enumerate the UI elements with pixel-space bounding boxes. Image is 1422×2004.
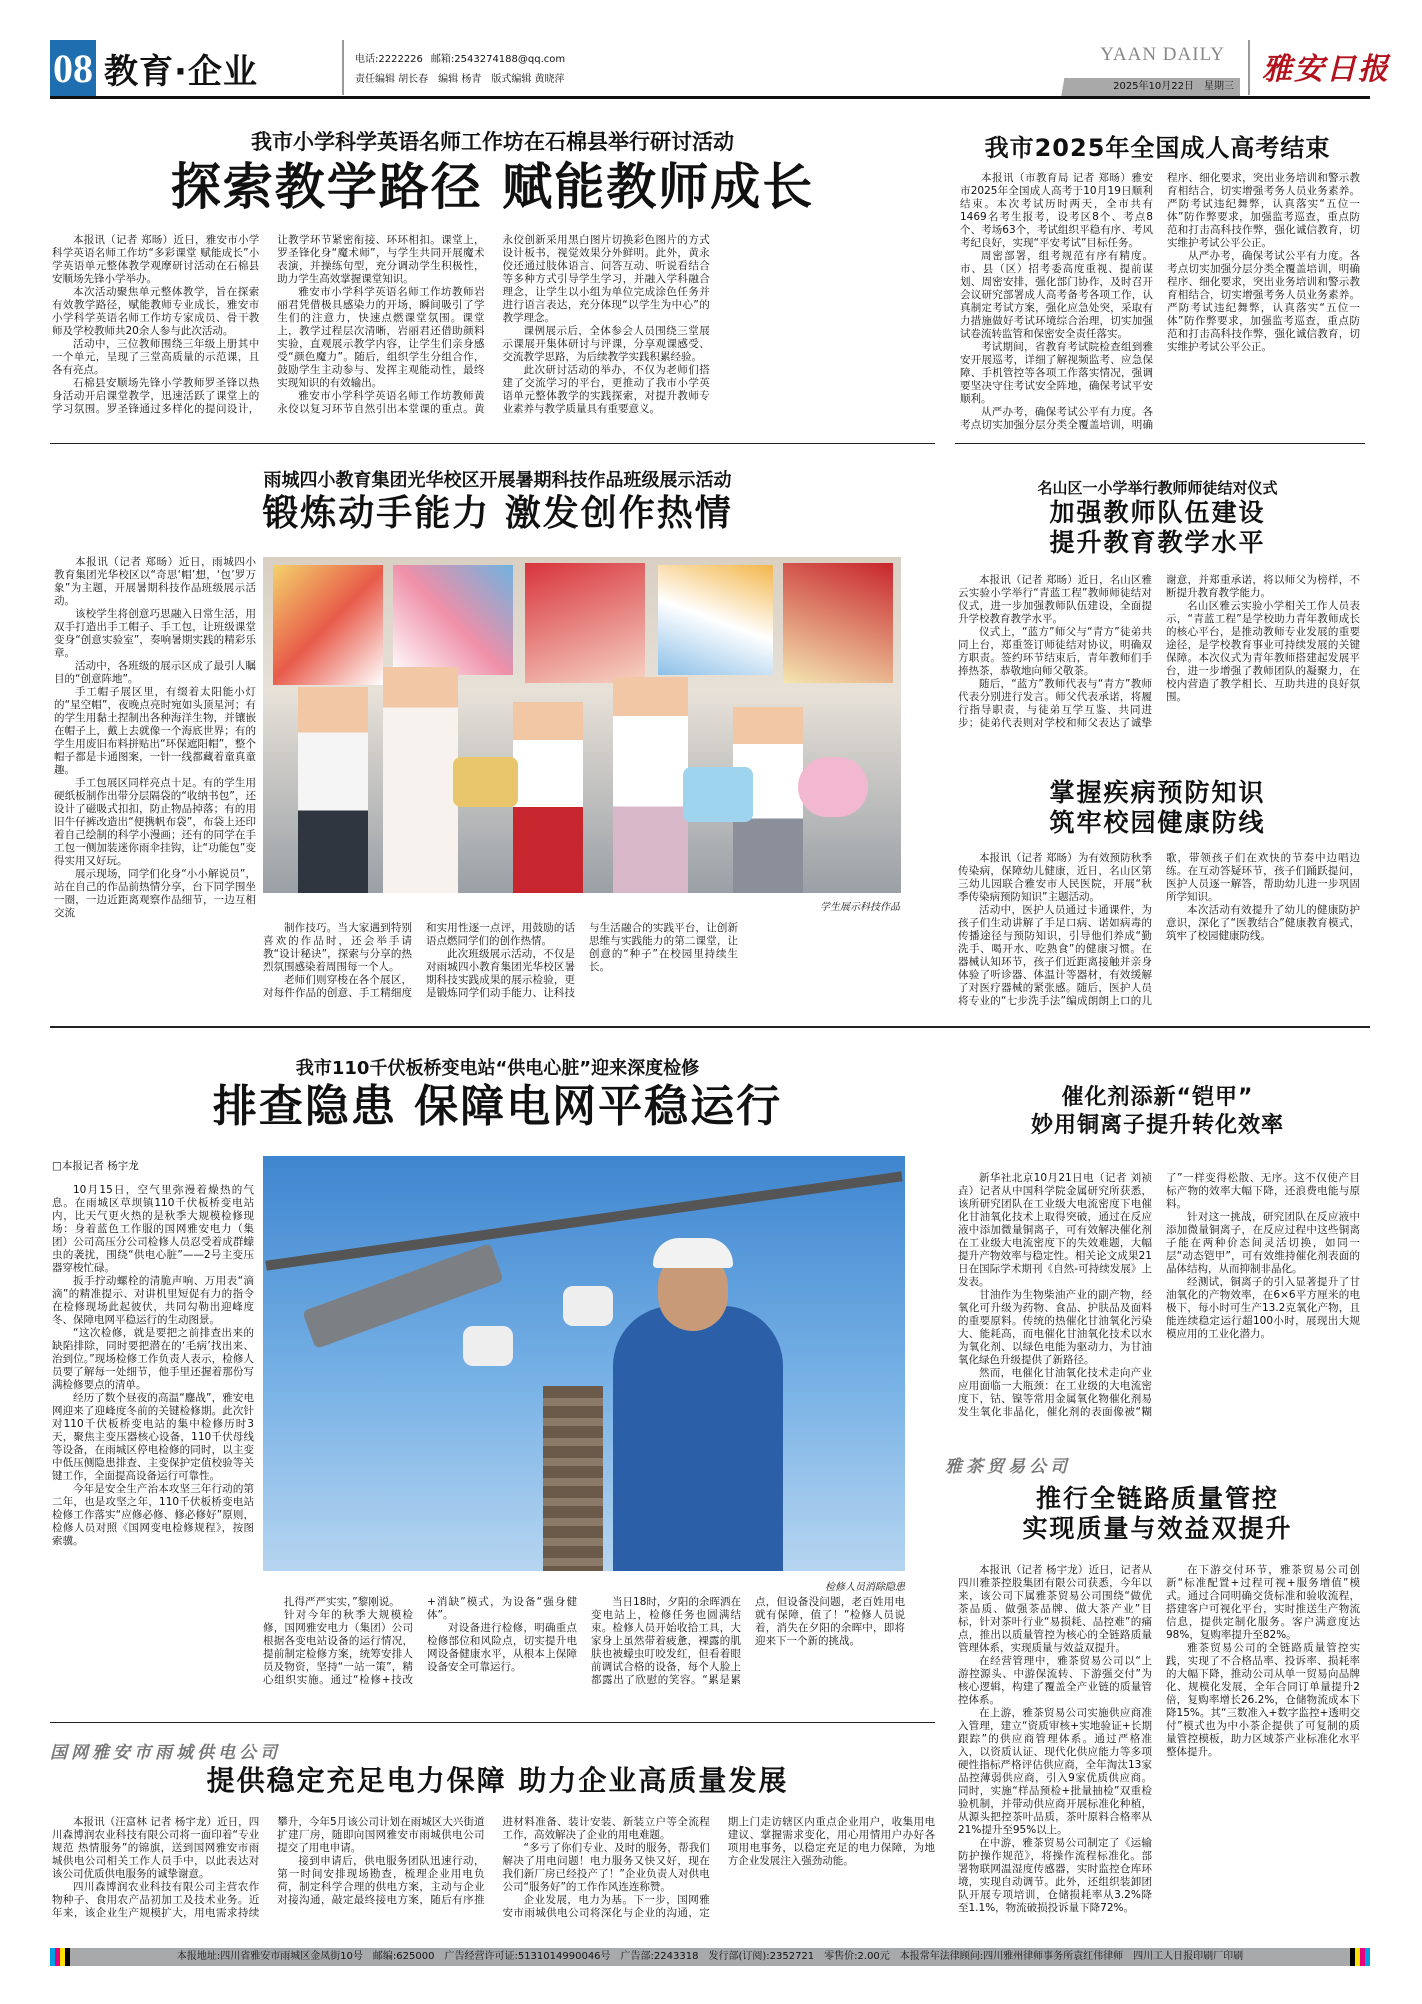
headline-line: 提升教育教学水平 — [1049, 528, 1266, 557]
paragraph: 针对这一挑战，研究团队在反应液中添加微量铜离子，在反应过程中这些铜离子能在两种价态间灵活切换，如同一层“动态铠甲”，可有效维持催化剂表面的晶体结构，从而抑制非晶化。 — [1166, 1211, 1360, 1275]
paragraph: 从严办考，确保考试公平有力度。各考点切实加强分层分类全覆盖培训，明确程序、细化要求，突出业务培训和警示教育相结合，切实增强考务人员业务素养。严防考试违纪舞弊，认真落实“五位一体”防作弊要求，加强监考巡查，重点防范和打击高科技作弊，强化诚信教育，切实维护考试公平公正。 — [1167, 250, 1360, 353]
article-headline: 提供稳定充足电力保障 助力企业高质量发展 — [206, 1764, 789, 1797]
paragraph: 制作技巧。当大家遇到特别喜欢的作品时，还会举手请教“设计秘诀”，探索与分享的热烈氛围感染着周围每一个人。 — [263, 922, 412, 973]
paragraph: 本报讯（汪富林 记者 杨宇龙）近日，四川森博润农业科技有限公司将一面印着“专业规范 热情服务”的锦旗，送到国网雅安市雨城供电公司相关工作人员手中，以此表达对该公司优质供电服务的诚挚谢意。 — [52, 1816, 260, 1880]
headline-line: 实现质量与效益双提升 — [1022, 1514, 1293, 1543]
paragraph: 石棉县安顺场先锋小学教师罗圣锋以热身活动开启课堂教学，迅速活跃了课堂上的学习氛围。罗圣锋通过多样化的提问设计，让教学环节紧密衔接、环环相扣。课堂上，罗圣锋化身“魔术师”，与学生共同开展魔术表演，并操练句型，充分调动学生积极性，助力学生高效掌握课堂知识。 — [52, 234, 485, 415]
article-body — [958, 574, 1360, 738]
paragraph: 活动中，三位教师围绕三年级上册其中一个单元，呈现了三堂高质量的示范课，且各有亮点。 — [52, 338, 260, 376]
paragraph: 企业发展，电力为基。下一步，国网雅安市雨城供电公司将深化与企业的沟通，定期上门走访辖区内重点企业用户，收集用电建议、掌握需求变化，用心用情用户办好各项用电事务，以稳定充足的电力保障，为地方企业发展注入强劲动能。 — [502, 1816, 935, 1919]
section-divider — [50, 443, 935, 444]
headline-line: 催化剂添新“铠甲” — [1061, 1085, 1254, 1110]
paragraph: 针对今年的秋季大规模检修，国网雅安电力（集团）公司根据各变电站设备的运行情况，提前制定检修方案，统筹安排人员及物资，坚持“一站一策”，精心组织实施。通过“检修+技改+消缺”模式，为设备“强身健体”。 — [263, 1596, 577, 1686]
header-rule — [50, 96, 1370, 99]
paragraph: 仪式上，“蓝方”师父与“青方”徒弟共同上台，郑重签订师徒结对协议，明确双方职责。签约环节结束后，青年教师们手捧热茶，恭敬地向师父敬茶。 — [958, 626, 1152, 677]
header-divider — [342, 40, 344, 95]
paragraph: “这次检修，就是要把之前排查出来的缺陷排除，同时要把潜在的‘毛病’找出来、治到位。”现场检修工作负责人表示，检修人员要了解每一处细节，他手里还握着那份写满检修要点的清单。 — [52, 1327, 254, 1391]
paragraph: 雅安市小学科学英语名师工作坊教师黄永佼以复习环节自然引出本堂课的重点。黄永佼创新采用黑白图片切换彩色图片的方式设计板书，视觉效果分外鲜明。此外，黄永佼还通过肢体语言、问答互动、听说看结合等多种方式引导学生学习，并融入学科融合理念，让学生以小组为单位完成涂色任务并进行语言表达，充分体现“以学生为中心”的教学理念。 — [277, 234, 710, 415]
paragraph: 在经营管理中，雅茶贸易公司以“上游控源头、中游保流转、下游强交付”为核心逻辑，构建了覆盖全产业链的质量管控体系。 — [958, 1655, 1152, 1706]
byline: □本报记者 杨宇龙 — [52, 1160, 139, 1172]
paragraph: 经测试，铜离子的引入显著提升了甘油氧化的产物效率，在6×6平方厘米的电极下，每小时可生产13.2克氧化产物，且能连续稳定运行超100小时，展现出大规模应用的工业化潜力。 — [1166, 1276, 1360, 1340]
article-headline: 排查隐患 保障电网平稳运行 — [212, 1081, 783, 1132]
article-kicker: 雨城四小教育集团光华校区开展暑期科技作品班级展示活动 — [263, 470, 732, 491]
paragraph: 甘油作为生物柴油产业的副产物，经氧化可升级为药物、食品、护肤品及面料的重要原料。传统的热催化甘油氧化污染大、能耗高，而电催化甘油氧化技术以水为氧化剂、以绿色电能为驱动力，为甘油氧化绿色升级提供了新路径。 — [958, 1289, 1152, 1366]
article-headline — [955, 778, 1360, 838]
headline-line: 推行全链路质量管控 — [1035, 1484, 1279, 1513]
paragraph: 在下游交付环节，雅茶贸易公司创新“标准配置+过程可视+服务增值”模式。通过合同明确交货标准和验收流程，搭建客户可视化平台，实时推送生产物流信息，提供定制化服务。客户满意度达98%，复购率提升至82%。 — [1166, 1564, 1360, 1641]
article-body — [960, 172, 1360, 434]
paragraph: 扳手拧动螺栓的清脆声响、万用表“滴滴”的精准提示、对讲机里短促有力的指令在检修现场此起彼伏，共同勾勒出迎峰度冬、保障电网平稳运行的生动图景。 — [52, 1275, 254, 1326]
article-headline: 我市2025年全国成人高考结束 — [984, 134, 1331, 162]
paragraph: 本次活动有效提升了幼儿的健康防护意识，深化了“医教结合”健康教育模式，筑牢了校园健康防线。 — [1166, 904, 1360, 942]
paragraph: 在上游，雅茶贸易公司实施供应商准入管理，建立“资质审核+实地验证+长期跟踪”的供应商管理体系。通过严格准入，以资质认证、现代化供应能力等多项硬性指标严格评估供应商，全年淘汰13家品控薄弱供应商，引入9家优质供应商。同时，实施“样品预检+批量抽检”双重检验机制，并带动供应商开展标准化种植，从源头把控茶叶品质，茶叶原料合格率从21%提升至95%以上。 — [958, 1707, 1152, 1836]
article-body — [958, 852, 1360, 1008]
paragraph: 本报讯（记者 杨宇龙）近日，记者从四川雅茶控股集团有限公司获悉，今年以来，该公司下属雅茶贸易公司围绕“做优茶品质、做强茶品牌、做大茶产业”目标，针对茶叶行业“易损耗、品控难”的痛点，推出以质量管控为核心的全链路质量管理体系，实现质量与效益双提升。 — [958, 1564, 1152, 1654]
article-headline — [955, 1484, 1360, 1544]
article-body — [263, 922, 901, 1004]
article-body — [52, 234, 935, 426]
article-body — [54, 556, 256, 1002]
photo-caption: 学生展示科技作品 — [820, 902, 900, 913]
paragraph: 此次研讨活动的举办，不仅为老师们搭建了交流学习的平台，更推动了我市小学英语单元整体教学的实践探索，对提升教师专业素养与教学质量具有重要意义。 — [502, 364, 710, 415]
paragraph: 本报讯（记者 郑旸）为有效预防秋季传染病，保障幼儿健康，近日，名山区第三幼儿园联合雅安市人民医院，开展“秋季传染病预防知识”主题活动。 — [958, 852, 1152, 903]
section-divider — [50, 1026, 1370, 1028]
paragraph: 本报讯（记者 郑旸）近日，雅安市小学科学英语名师工作坊“多彩课堂 赋能成长”小学英语单元整体教学观摩研讨活动在石棉县安顺场先锋小学举办。 — [52, 234, 260, 285]
company-tag: 国网雅安市雨城供电公司 — [50, 1743, 281, 1763]
phone: 电话:2222226 — [355, 54, 423, 65]
paragraph: 考试期间，省教育考试院检查组到雅安开展巡考，详细了解视频监考、应急保障、手机管控等各项工作落实情况，强调要坚决守住考试安全阵地，确保考试平安顺利。 — [960, 341, 1153, 405]
company-tag: 雅茶贸易公司 — [945, 1457, 1071, 1477]
paragraph: 手工帽子展区里，有缀着太阳能小灯的“星空帽”，夜晚点亮时宛如头顶星河；有的学生用黏土捏制出各种海洋生物，并镶嵌在帽子上，戴上去就像一个海底世界；有的学生用废旧布料拼贴出“环保遮阳帽”，整个帽子都是卡通图案，一针一线都藏着童真童趣。 — [54, 686, 256, 776]
paragraph: 本报讯（市教育局 记者 郑旸）雅安市2025年全国成人高考于10月19日顺利结束。本次考试历时两天，全市共有1469名考生报考，设考区8个、考点8个、考场63个，考试组织平稳有序、考风考纪良好，实现“平安考试”目标任务。 — [960, 172, 1153, 249]
paragraph: 新华社北京10月21日电（记者 刘祯垚）记者从中国科学院金属研究所获悉，该所研究团队在工业级大电流密度下电催化甘油氧化技术上取得突破，通过在反应液中添加微量铜离子，可有效解决催化剂在工业级大电流密度下的失效难题，大幅提升产物效率与稳定性。相关论文成果21日在国际学术期刊《自然-可持续发展》上发表。 — [958, 1172, 1152, 1288]
article-headline — [955, 1084, 1360, 1140]
paragraph: 接到申请后，供电服务团队迅速行动，第一时间安排现场勘查，梳理企业用电负荷，制定科学合理的供电方案，主动与企业对接沟通，敲定最终接电方案，随后有序推进材料准备、装计安装、新装立户等全流程工作，高效解决了企业的用电难题。 — [277, 1816, 710, 1906]
paragraph: 本报讯（记者 郑旸）近日，雨城四小教育集团光华校区以“奇思‘帽’想，‘包’罗万象”为主题，开展暑期科技作品班级展示活动。 — [54, 556, 256, 607]
photo-maintenance-worker — [263, 1156, 905, 1571]
paragraph: 在中游，雅茶贸易公司制定了《运输防护操作规范》，将操作流程标准化。部署物联网温湿度传感器，实时监控仓库环境，实现自动调节。此外，还组织装卸团队开展专项培训，仓储损耗率从3.2%降至1.1%，物流破损投诉量下降72%。 — [958, 1837, 1152, 1914]
paragraph: 老师们则穿梭在各个展区，对每件作品的创意、手工精细度和实用性逐一点评，用鼓励的话语点燃同学们的创作热情。 — [263, 922, 575, 999]
editors: 责任编辑 胡长春 编辑 杨青 版式编辑 黄晓萍 — [355, 74, 565, 85]
headline-line: 加强教师队伍建设 — [1049, 498, 1266, 527]
paragraph: 今年是安全生产治本攻坚三年行动的第二年，也是攻坚之年，110千伏板桥变电站检修工作落实“应修必修、修必修好”原则，检修人员对照《国网变电检修规程》，按图索骥。 — [52, 1483, 254, 1547]
article-body — [263, 1596, 905, 1692]
paragraph: 周密部署，组考规范有序有精度。市、县（区）招考委高度重视、提前谋划、周密安排，强化部门协作，及时召开会议研究部署成人高考备考各项工作，认真制定考试方案，强化应急处突，采取有力措施做好考试环境综合治理，切实加强试卷流转监管和保密安全责任落实。 — [960, 250, 1153, 340]
photo-caption: 检修人员消除隐患 — [825, 1582, 905, 1593]
paragraph: 10月15日，空气里弥漫着燥热的气息。在雨城区草坝镇110千伏板桥变电站内，比天气更火热的是秋季大规模检修现场：身着蓝色工作服的国网雅安电力（集团）公司高压分公司检修人员忍受着成群蠓虫的袭扰，围绕“供电心脏”——2号主变压器穿梭忙碌。 — [52, 1184, 254, 1274]
article-body — [52, 1816, 935, 1928]
article-body — [52, 1184, 254, 1692]
paragraph: 本报讯（记者 郑旸）近日，名山区雅云实验小学举行“青蓝工程”教师师徒结对仪式，进一步加强教师队伍建设，全面提升学校教育教学水平。 — [958, 574, 1152, 625]
paragraph: 经历了数个昼夜的高温“鏖战”，雅安电网迎来了迎峰度冬前的关键检修期。此次针对110千伏板桥变电站的集中检修历时3天，聚焦主变压器核心设备，110千伏母线等设备，在雨城区停电检修的同时，以主变中低压侧隐患排查、主变保护定值校验等关键工作，全面提高设备运行可靠性。 — [52, 1392, 254, 1482]
paragraph: 四川森博润农业科技有限公司主营农作物种子、食用农产品初加工及技术业务。近年来，该企业生产规模扩大，用电需求持续攀升，今年5月该公司计划在雨城区大兴街道扩建厂房，随即向国网雅安市雨城供电公司提交了用电申请。 — [52, 1816, 485, 1919]
photo-students-showing-works — [263, 557, 901, 893]
paragraph: 展示现场，同学们化身“小小解说员”，站在自己的作品前热情分享，台下同学围坐一圈，一边近距离观察作品细节，一边互相交流 — [54, 868, 256, 919]
headline-line: 妙用铜离子提升转化效率 — [1030, 1113, 1284, 1138]
article-body — [958, 1172, 1360, 1430]
paragraph: 手工包展区同样亮点十足。有的学生用硬纸板制作出带分层隔袋的“收纳书包”，还设计了磁吸式扣扣，防止物品掉落；有的用旧牛仔裤改造出“便携帆布袋”，布袋上还印着自己绘制的科学小漫画；还有的同学在手工包一侧加装迷你雨伞挂钩，让“功能包”变得实用又好玩。 — [54, 777, 256, 867]
paragraph: 该校学生将创意巧思融入日常生活，用双手打造出手工帽子、手工包，让班级课堂变身“创意实验室”，奏响暑期实践的精彩乐章。 — [54, 608, 256, 659]
article-body — [958, 1564, 1360, 1928]
paragraph: “多亏了你们专业、及时的服务，帮我们解决了用电问题！电力服务又快又好，现在我们新厂房已经投产了！”企业负责人对供电公司“服务好”的工作作风连连称赞。 — [502, 1842, 710, 1893]
paragraph: 从严办考，确保考试公平有力度。各考点切实加强分层分类全覆盖培训，明确程序、细化要求，突出业务培训和警示教育相结合，切实增强考务人员业务素养。严防考试违纪舞弊，认真落实“五位一体”防作弊要求，加强监考巡查，重点防范和打击高科技作弊，强化诚信教育，切实维护考试公平公正。 — [960, 172, 1360, 431]
article-kicker: 名山区一小学举行教师师徒结对仪式 — [1037, 479, 1278, 497]
paragraph: 雅茶贸易公司的全链路质量管控实践，实现了不合格品率、投诉率、损耗率的大幅下降，推动公司从单一贸易向品牌化、规模化发展，全年合同订单量提升2倍，复购率增长26.2%，仓储物流成本下降15%。其“三数准入+数字监控+透明交付”模式也为中小茶企提供了可复制的质量管控模板，助力区域茶产业标准化水平整体提升。 — [1166, 1642, 1360, 1758]
header-info — [355, 50, 573, 90]
headline-line: 筑牢校园健康防线 — [1049, 808, 1266, 837]
section-divider — [50, 1722, 935, 1723]
page-number: 08 — [50, 40, 96, 96]
paragraph: 然而，电催化甘油氧化技术走向产业应用面临一大瓶颈：在工业级的大电流密度下，钴、镍等常用金属氧化物催化剂易发生氧化非晶化，催化剂的表面像被“糊了”一样变得松散、无序。这不仅使产目标产物的效率大幅下降，还浪费电能与原料。 — [958, 1172, 1360, 1418]
paragraph: 对设备进行检修，明确重点检修部位和风险点，切实提升电网设备健康水平，从根本上保障设备安全可靠运行。 — [427, 1622, 577, 1673]
header-divider — [1248, 40, 1250, 95]
issue-date: 2025年10月22日 星期三 — [1040, 78, 1240, 96]
paragraph: 随后，“蓝方”教师代表与“青方”教师代表分别进行发言。师父代表承诺，将履行指导职责，与徒弟互学互鉴、共同进步；徒弟代表则对学校和师父表达了诚挚谢意，并郑重承诺，将以师父为榜样，不断提升教育教学能力。 — [958, 574, 1360, 729]
paragraph: 扎得严严实实，”黎刚说。 — [284, 1596, 400, 1608]
paragraph: 活动中，医护人员通过卡通课件，为孩子们生动讲解了手足口病、诺如病毒的传播途径与预防知识，引导他们养成“勤洗手、喝开水、吃熟食”的健康习惯。在器械认知环节，孩子们近距离接触并亲身体验了听诊器、体温计等器材，有效缓解了对医疗器械的紧张感。随后，医护人员将专业的“七步洗手法”编成朗朗上口的儿歌，带领孩子们在欢快的节奏中边唱边练。在互动答疑环节，孩子们踊跃提问，医护人员逐一解答，帮助幼儿进一步巩固所学知识。 — [958, 852, 1360, 1007]
paragraph: 雅安市小学科学英语名师工作坊教师岩丽君凭借极具感染力的开场，瞬间吸引了学生们的注意力，快速点燃课堂氛围。课堂上，教学过程层次清晰，岩丽君还借助颜料实验，直观展示教学内容，让学生们亲身感受“颜色魔力”。随后，组织学生分组合作，鼓励学生主动参与、发挥主观能动性，最终实现知识的有效输出。 — [277, 286, 485, 389]
article-headline — [955, 498, 1360, 558]
article-kicker: 我市110千伏板桥变电站“供电心脏”迎来深度检修 — [295, 1058, 700, 1079]
section-title: 教育·企业 — [104, 52, 258, 92]
paragraph: 本次活动聚焦单元整体教学，旨在探索有效教学路径，赋能教师专业成长，雅安市小学科学英语名师工作坊专家成员、骨干教师及学校教师共20余人参与此次活动。 — [52, 286, 260, 337]
paragraph: 此次班级展示活动，不仅是对雨城四小教育集团光华校区暑期科技实践成果的展示检验，更是锻炼同学们动手能力、让科技与生活融合的实践平台，让创新思维与实践能力的第二课堂，让创意的“种子”在校园里持续生长。 — [426, 922, 738, 999]
paragraph: 当日18时，夕阳的余晖洒在变电站上，检修任务也圆满结束。检修人员开始收拾工具，大家身上虽然带着疲惫，裸露的肌肤也被蠓虫叮咬发红，但看着眼前调试合格的设备，每个人脸上都露出了欣慰的笑容。“累是累点，但设备没问题，老百姓用电就有保障，值了！”检修人员说着，消失在夕阳的余晖中，即将迎来下一个新的挑战。 — [591, 1596, 905, 1686]
paragraph: 活动中，各班级的展示区成了最引人瞩目的“创意阵地”。 — [54, 660, 256, 685]
english-masthead: YAAN DAILY — [1100, 44, 1225, 65]
paragraph: 课例展示后，全体参会人员围绕三堂展示课展开集体研讨与评课，分享观课感受、交流教学思路，为后续教学实践积累经验。 — [502, 325, 710, 363]
article-headline: 探索教学路径 赋能教师成长 — [170, 158, 815, 216]
paragraph: 名山区雅云实验小学相关工作人员表示，“青蓝工程”是学校助力青年教师成长的核心平台，是推动教师专业发展的重要途径，是学校教育事业可持续发展的关键保障。本次仪式为青年教师搭建起发展平台，进一步增强了教师团队的凝聚力，在校内营造了教学相长、互助共进的良好氛围。 — [1166, 600, 1360, 703]
newspaper-logo: 雅安日报 — [1262, 52, 1390, 87]
email: 邮箱:2543274188@qq.com — [430, 54, 566, 65]
headline-line: 掌握疾病预防知识 — [1049, 778, 1266, 807]
footer-text: 本报地址:四川省雅安市雨城区金凤街10号 邮编:625000 广告经营许可证:5131014990046号 广告部:2243318 发行部(订阅):2352721 零售价:2.00元 本报常年法律顾问:四川雅州律师事务所袁红伟律师 四川工人日报印刷厂印刷 — [176, 1951, 1244, 1962]
section-divider — [955, 443, 1365, 444]
article-kicker: 我市小学科学英语名师工作坊在石棉县举行研讨活动 — [251, 130, 734, 154]
footer-bar — [50, 1948, 1370, 1966]
article-headline: 锻炼动手能力 激发创作热情 — [262, 493, 733, 534]
